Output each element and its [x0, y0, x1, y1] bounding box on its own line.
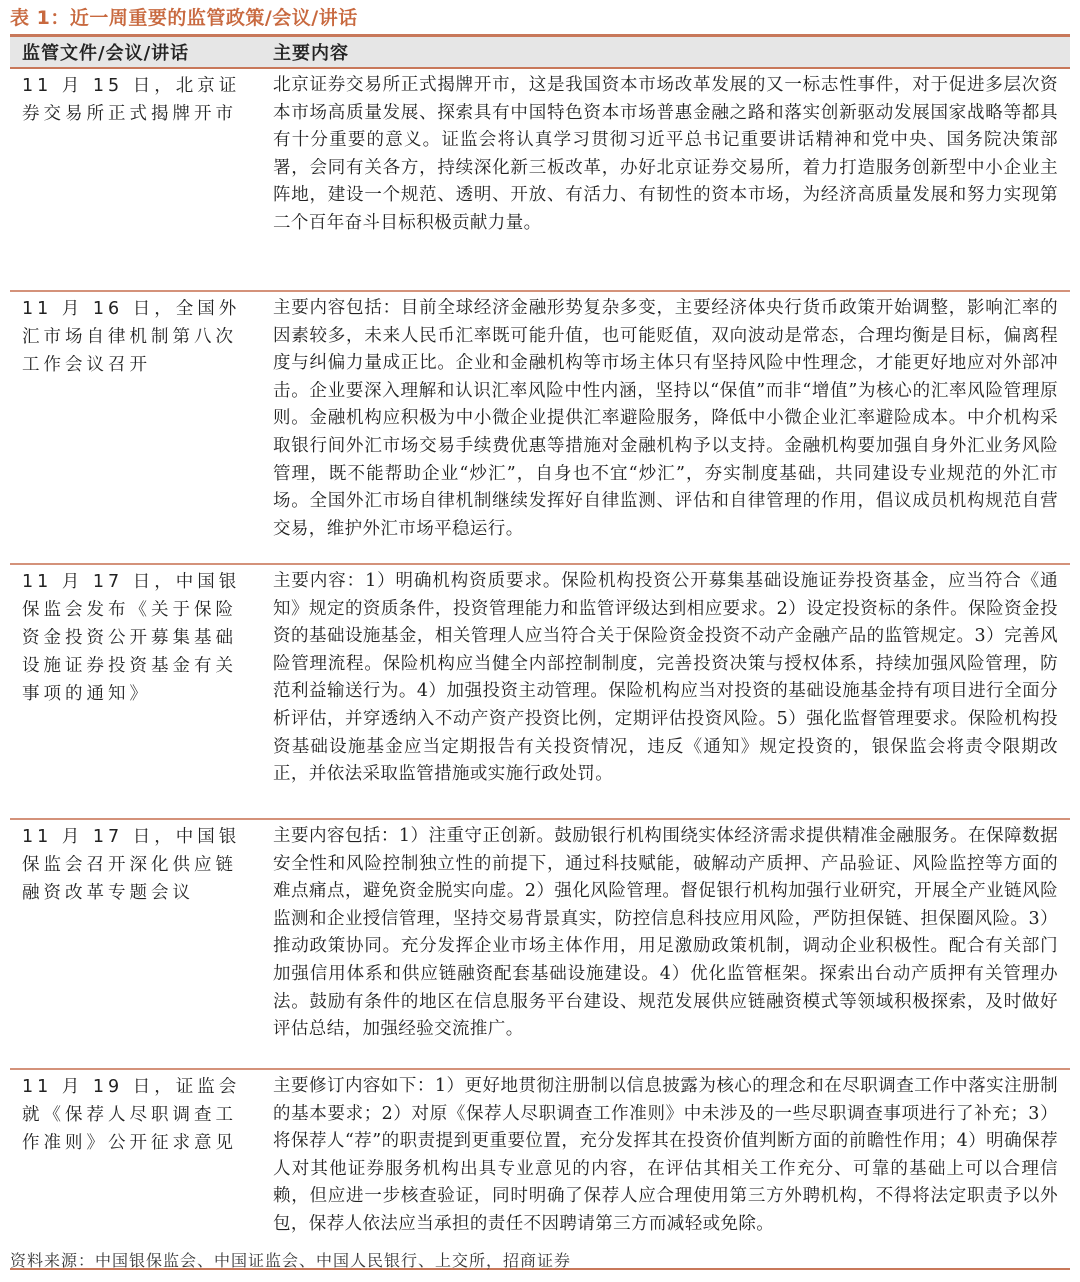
table-row	[10, 565, 1070, 820]
row-event: 11 月 19 日，证监会就《保荐人尽职调查工作准则》公开征求意见	[22, 1077, 241, 1153]
table-row	[10, 820, 1070, 1070]
table-header	[10, 34, 1070, 69]
regulatory-policy-table	[10, 34, 1070, 1270]
table-row	[10, 292, 1070, 565]
source-note: 资料来源：中国银保监会、中国证监会、中国人民银行、上交所，招商证券	[10, 1251, 572, 1270]
table-title: 表 1：近一周重要的监管政策/会议/讲话	[10, 7, 358, 29]
table-row	[10, 69, 1070, 292]
row-content: 主要内容包括：1）注重守正创新。鼓励银行机构围绕实体经济需求提供精准金融服务。在保障数据安全性和风险控制独立性的前提下，通过科技赋能，破解动产质押、产品验证、风险监控等方面的难点痛点，避免资金脱实向虚。2）强化风险管理。督促银行机构加强行业研究，开展全产业链风险监测和企业授信管理，坚持交易背景真实，防控信息科技应用风险，严防担保链、担保圈风险。3）推动政策协同。充分发挥企业市场主体作用，用足激励政策机制，调动企业积极性。配合有关部门加强信用体系和供应链融资配套基础设施建设。4）优化监管框架。探索出台动产质押有关管理办法。鼓励有条件的地区在信息服务平台建设、规范发展供应链融资模式等领域积极探索，及时做好评估总结，加强经验交流推广。	[273, 826, 1058, 1040]
row-event: 11 月 17 日，中国银保监会发布《关于保险资金投资公开募集基础设施证券投资基金有关事项的通知》	[22, 572, 241, 704]
header-col-event: 监管文件/会议/讲话	[22, 43, 190, 64]
row-content: 北京证券交易所正式揭牌开市，这是我国资本市场改革发展的又一标志性事件，对于促进多层次资本市场高质量发展、探索具有中国特色资本市场普惠金融之路和落实创新驱动发展国家战略等都具有十分重要的意义。证监会将认真学习贯彻习近平总书记重要讲话精神和党中央、国务院决策部署，会同有关各方，持续深化新三板改革，办好北京证券交易所，着力打造服务创新型中小企业主阵地，建设一个规范、透明、开放、有活力、有韧性的资本市场，为经济高质量发展和努力实现第二个百年奋斗目标积极贡献力量。	[273, 75, 1058, 233]
row-event: 11 月 15 日，北京证券交易所正式揭牌开市	[22, 76, 241, 124]
header-col-content: 主要内容	[273, 43, 349, 64]
row-content: 主要修订内容如下：1）更好地贯彻注册制以信息披露为核心的理念和在尽职调查工作中落实注册制的基本要求；2）对原《保荐人尽职调查工作准则》中未涉及的一些尽职调查事项进行了补充；3）将保荐人“荐”的职责提到更重要位置，充分发挥其在投资价值判断方面的前瞻性作用；4）明确保荐人对其他证券服务机构出具专业意见的内容，在评估其相关工作充分、可靠的基础上可以合理信赖，但应进一步核查验证，同时明确了保荐人应合理使用第三方外聘机构，不得将法定职责予以外包，保荐人依法应当承担的责任不因聘请第三方而减轻或免除。	[273, 1076, 1058, 1234]
table-row	[10, 1070, 1070, 1270]
row-content: 主要内容：1）明确机构资质要求。保险机构投资公开募集基础设施证券投资基金，应当符合《通知》规定的资质条件，投资管理能力和监管评级达到相应要求。2）设定投资标的条件。保险资金投资的基础设施基金，相关管理人应当符合关于保险资金投资不动产金融产品的监管规定。3）完善风险管理流程。保险机构应当健全内部控制制度，完善投资决策与授权体系，持续加强风险管理，防范利益输送行为。4）加强投资主动管理。保险机构应当对投资的基础设施基金持有项目进行全面分析评估，并穿透纳入不动产资产投资比例，定期评估投资风险。5）强化监督管理要求。保险机构投资基础设施基金应当定期报告有关投资情况，违反《通知》规定投资的，银保监会将责令限期改正，并依法采取监管措施或实施行政处罚。	[273, 571, 1058, 785]
row-event: 11 月 16 日，全国外汇市场自律机制第八次工作会议召开	[22, 299, 241, 375]
row-content: 主要内容包括：目前全球经济金融形势复杂多变，主要经济体央行货币政策开始调整，影响汇率的因素较多，未来人民币汇率既可能升值，也可能贬值，双向波动是常态，合理均衡是目标，偏离程度与纠偏力量成正比。企业和金融机构等市场主体只有坚持风险中性理念，才能更好地应对外部冲击。企业要深入理解和认识汇率风险中性内涵，坚持以“保值”而非“增值”为核心的汇率风险管理原则。金融机构应积极为中小微企业提供汇率避险服务，降低中小微企业汇率避险成本。中介机构采取银行间外汇市场交易手续费优惠等措施对金融机构予以支持。金融机构要加强自身外汇业务风险管理，既不能帮助企业“炒汇”，自身也不宜“炒汇”，夯实制度基础，共同建设专业规范的外汇市场。全国外汇市场自律机制继续发挥好自律监测、评估和自律管理的作用，倡议成员机构规范自营交易，维护外汇市场平稳运行。	[273, 298, 1058, 539]
row-event: 11 月 17 日，中国银保监会召开深化供应链融资改革专题会议	[22, 827, 241, 903]
